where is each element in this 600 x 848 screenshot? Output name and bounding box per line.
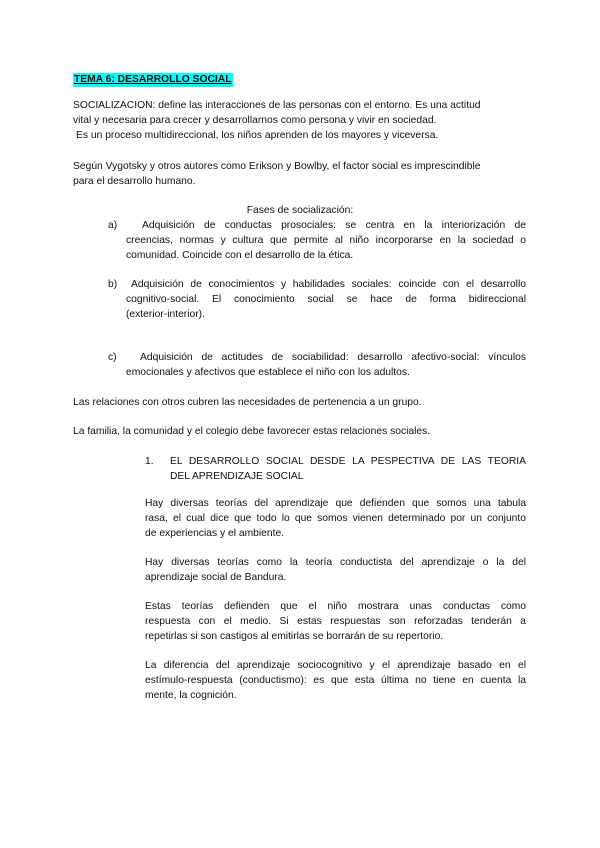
section-heading-line: DEL APRENDIZAJE SOCIAL xyxy=(170,471,304,482)
list-item-line: (exterior-interior). xyxy=(126,309,205,320)
paragraph-line: repetirlas si son castigos al emitirlas se borrarán de su repertorio. xyxy=(145,631,444,642)
intro-line: vital y necesaria para crecer y desarrollarnos como persona y vivir en sociedad. xyxy=(73,115,437,126)
relations-text: Las relaciones con otros cubren las necesidades de pertenencia a un grupo. xyxy=(73,397,422,408)
intro-line: SOCIALIZACION: define las interacciones de las personas con el entorno. Es una actitud xyxy=(73,100,481,111)
vygotsky-line: Según Vygotsky y otros autores como Erikson y Bowlby, el factor social es imprescindible xyxy=(73,161,481,172)
paragraph-line: Hay diversas teorías del aprendizaje que defienden que somos una tabula xyxy=(145,498,526,509)
paragraph-line: rasa, el cual dice que todo lo que somos vienen determinado por un conjunto xyxy=(145,513,526,524)
vygotsky-line: para el desarrollo humano. xyxy=(73,176,196,187)
list-item-line: comunidad. Coincide con el desarrollo de la ética. xyxy=(126,250,354,261)
intro-line: Es un proceso multidireccional, los niños aprenden de los mayores y viceversa. xyxy=(76,130,439,141)
phases-heading: Fases de socialización: xyxy=(246,205,354,216)
section-number: 1. xyxy=(145,456,154,467)
paragraph-line: de experiencias y el ambiente. xyxy=(145,528,285,539)
paragraph-line: La diferencia del aprendizaje sociocognitivo y el aprendizaje basado en el xyxy=(145,660,526,671)
list-item-line: Adquisición de conocimientos y habilidades sociales: coincide con el desarrollo xyxy=(131,279,526,290)
paragraph-line: aprendizaje social de Bandura. xyxy=(145,572,287,583)
page-title: TEMA 6: DESARROLLO SOCIAL xyxy=(73,73,233,87)
section-heading-line: EL DESARROLLO SOCIAL DESDE LA PESPECTIVA DE LAS TEORIA xyxy=(170,456,526,467)
list-item-line: cognitivo-social. El conocimiento social se hace de forma bidireccional xyxy=(126,294,526,305)
paragraph-line: mente, la cognición. xyxy=(145,690,237,701)
paragraph-line: Hay diversas teorías como la teoría conductista del aprendizaje o la del xyxy=(145,557,526,568)
list-marker: a) xyxy=(108,220,118,231)
paragraph-line: Estas teorías defienden que el niño mostrara unas conductas como xyxy=(145,601,526,612)
paragraph-line: estímulo-respuesta (conductismo): es que esta última no tiene en cuenta la xyxy=(145,675,526,686)
list-marker: c) xyxy=(108,352,117,363)
family-text: La familia, la comunidad y el colegio debe favorecer estas relaciones sociales. xyxy=(73,426,431,437)
list-item-line: Adquisición de actitudes de sociabilidad: desarrollo afectivo-social: vínculos xyxy=(140,352,526,363)
paragraph-line: respuesta con el medio. Si estas respuestas son reforzadas tenderán a xyxy=(145,616,526,627)
list-item-line: creencias, normas y cultura que permite al niño incorporarse en la sociedad o xyxy=(126,235,526,246)
list-item-line: emocionales y afectivos que establece el niño con los adultos. xyxy=(126,367,410,378)
list-marker: b) xyxy=(108,279,118,290)
list-item-line: Adquisición de conductas prosociales: se centra en la interiorización de xyxy=(142,220,526,231)
